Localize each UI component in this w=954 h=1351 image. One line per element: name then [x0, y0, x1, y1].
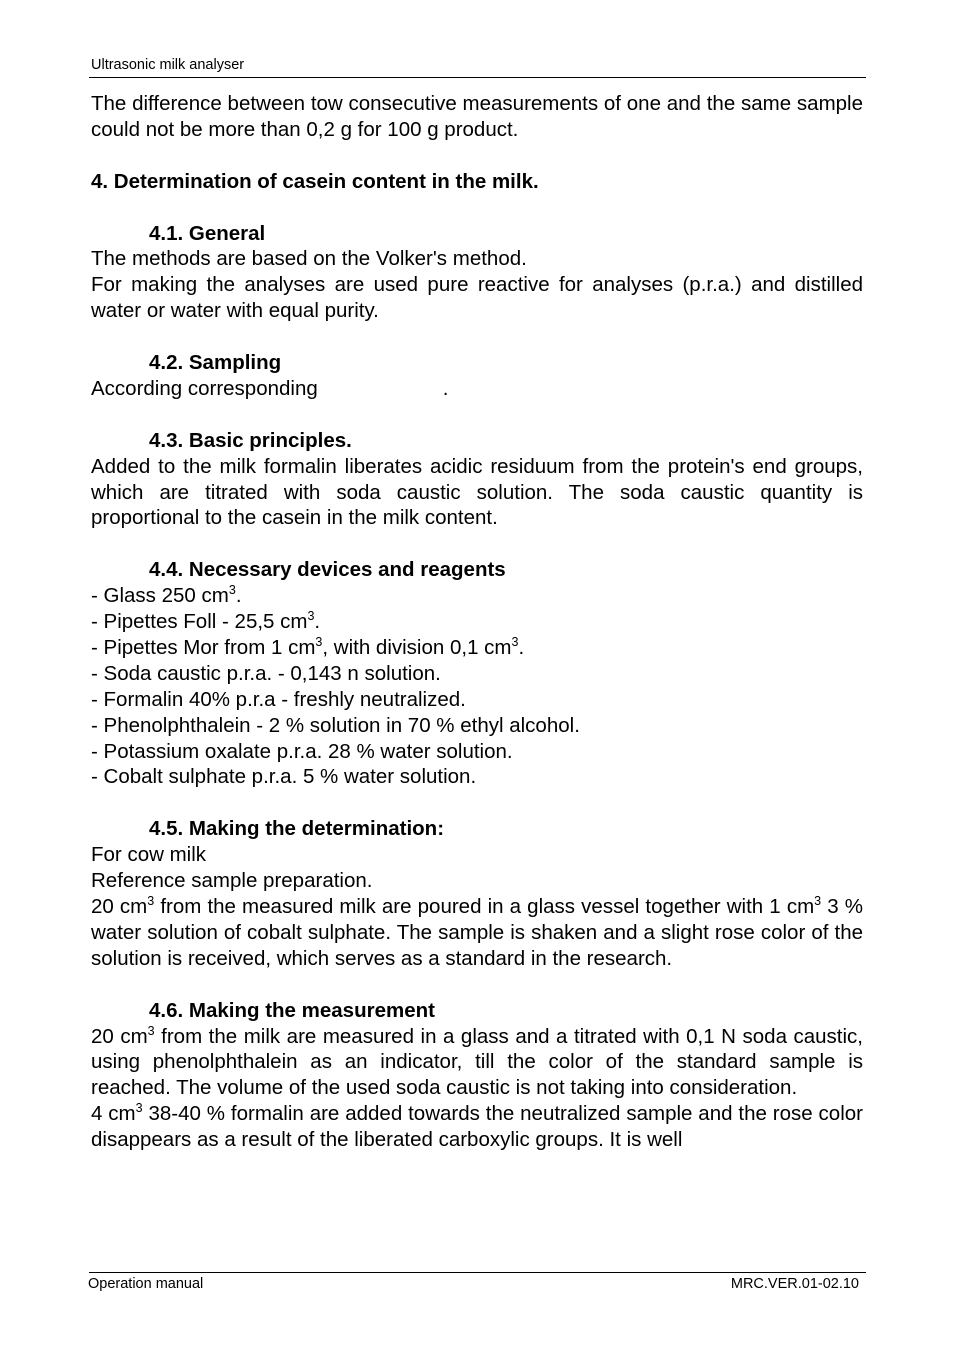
- reagent-item: - Glass 250 $cm^3$.: [91, 583, 242, 608]
- determination-line-2: Reference sample preparation.: [91, 869, 373, 893]
- subsection-heading-4-4: 4.4. Necessary devices and reagents: [149, 558, 506, 582]
- section-heading-4: 4. Determination of casein content in the milk.: [91, 169, 539, 193]
- determination-line-1: For cow milk: [91, 843, 207, 867]
- reagent-item: - Potassium oxalate p.r.a. 28 % water solution.: [91, 739, 513, 763]
- intro-paragraph: The difference between tow consecutive measurements of one and the same sample could not be more than 0,2 g for 100 g product.: [91, 92, 863, 141]
- subsection-heading-4-1: 4.1. General: [149, 221, 266, 245]
- measurement-paragraph-2: 4 $cm^3$ 38-40 % formalin are added towards the neutralized sample and the rose color disappears as a result of the liberated carboxylic groups. It is well: [91, 1101, 863, 1152]
- reagent-item: - Phenolphthalein - 2 % solution in 70 % ethyl alcohol.: [91, 713, 580, 737]
- header-divider: [89, 77, 866, 78]
- reagent-item: - Pipettes Foll - 25,5 $cm^3$.: [91, 609, 321, 634]
- subsection-heading-4-5: 4.5. Making the determination:: [149, 817, 445, 841]
- reagent-item: - Soda caustic p.r.a. - 0,143 n solution.: [91, 661, 441, 685]
- reagent-item: - Formalin 40% p.r.a - freshly neutralized.: [91, 687, 466, 711]
- measurement-paragraph-1: 20 $cm^3$ from the milk are measured in a glass and a titrated with 0,1 N soda caustic, using phenolphthalein as an indicator, till the color of the standard sample is reached. The volume of the used soda caustic is not taking into consideration.: [91, 1023, 863, 1100]
- footer-manual-label: Operation manual: [88, 1276, 204, 1292]
- footer-doc-code: MRC.VER.01-02.10: [730, 1276, 859, 1292]
- determination-paragraph: 20 $cm^3$ from the measured milk are poured in a glass vessel together with 1 $cm^3$ 3 % water solution of cobalt sulphate. The sample is shaken and a slight rose color of the solution is received, which serves as a standard in the research.: [91, 894, 863, 970]
- subsection-heading-4-3: 4.3. Basic principles.: [149, 428, 352, 452]
- reagent-item: - Cobalt sulphate p.r.a. 5 % water solution.: [91, 765, 477, 789]
- running-header: Ultrasonic milk analyser: [91, 57, 245, 73]
- general-paragraph-2: For making the analyses are used pure reactive for analyses (p.r.a.) and distilled water or water with equal purity.: [91, 273, 863, 323]
- reagent-item: - Pipettes Mor from 1 $cm^3$, with division 0,1 $cm^3$.: [91, 635, 525, 659]
- principles-paragraph: Added to the milk formalin liberates acidic residuum from the protein's end groups, which are titrated with soda caustic solution. The soda caustic quantity is proportional to the casein in the milk content.: [91, 454, 863, 530]
- subsection-heading-4-6: 4.6. Making the measurement: [149, 998, 435, 1022]
- sampling-paragraph: According corresponding .: [91, 376, 449, 400]
- page-body: [91, 91, 863, 1153]
- subsection-heading-4-2: 4.2. Sampling: [149, 351, 282, 375]
- general-paragraph-1: The methods are based on the Volker's method.: [91, 247, 527, 271]
- footer-divider: [89, 1272, 866, 1273]
